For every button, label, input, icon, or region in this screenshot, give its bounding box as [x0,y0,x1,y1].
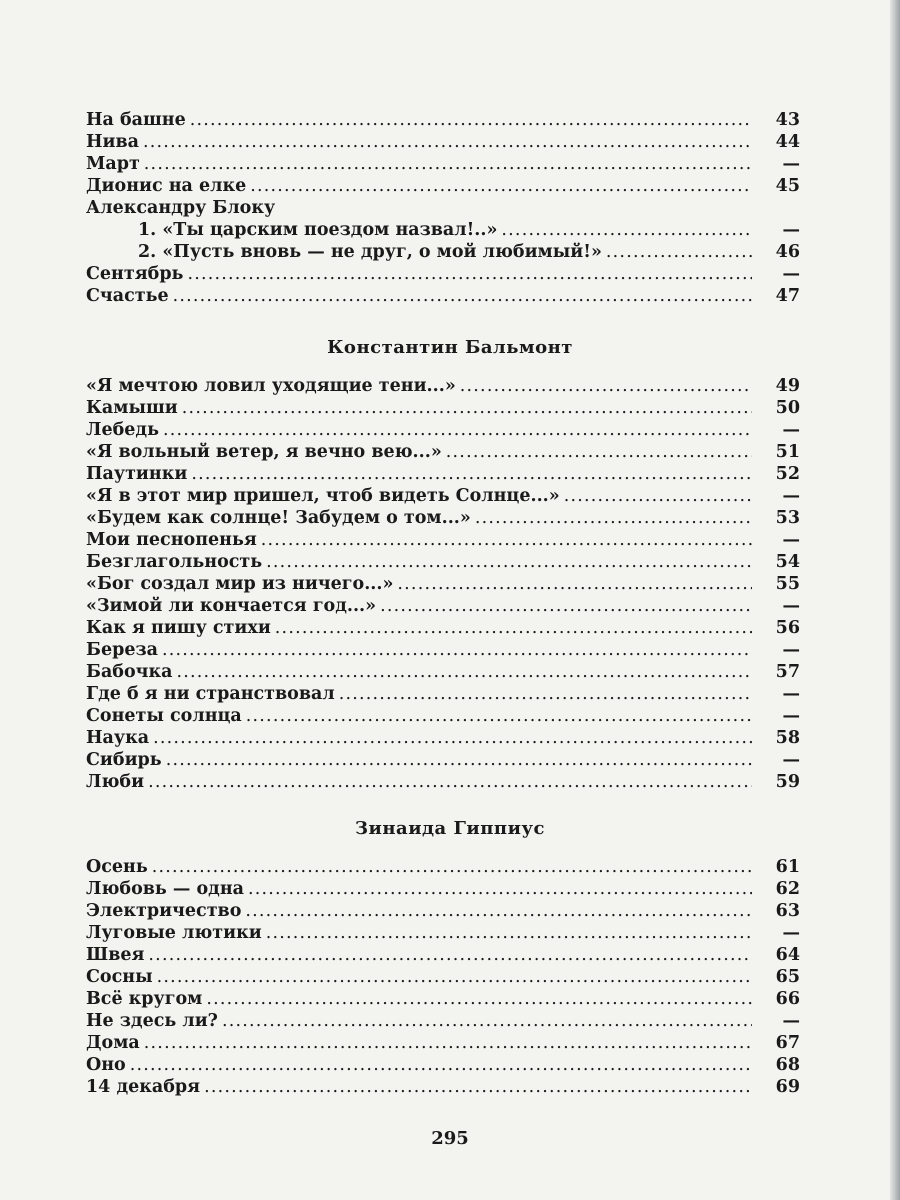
toc-entry [86,552,800,574]
toc-entry-title: 2. «Пусть вновь — не друг, о мой любимый!» [138,242,602,262]
toc-entry-page: — [782,486,800,506]
toc-entry-title: Не здесь ли? [86,1011,218,1031]
dot-leader [250,176,752,196]
toc-entry-page: 51 [775,442,800,462]
toc-entry-page: 52 [775,464,800,484]
toc-entry-page: 43 [775,110,800,130]
toc-entry [86,772,800,794]
toc-entry [86,923,800,945]
toc-entry-title: Счастье [86,286,169,306]
page-number: 295 [431,1128,469,1149]
toc-entry-title: Дионис на елке [86,176,247,196]
toc-entry-page: — [782,596,800,616]
dot-leader [397,574,752,594]
dot-leader [152,857,752,877]
toc-entry-title: Сонеты солнца [86,706,242,726]
toc-entry-page: — [782,706,800,726]
toc-entry-title: Как я пишу стихи [86,618,271,638]
toc-entry-page: 63 [775,901,800,921]
toc-entry [86,530,800,552]
toc-entry [86,420,800,442]
toc-section-continued [86,110,800,308]
toc-entry [86,574,800,596]
toc-entry [86,1055,800,1077]
dot-leader [275,618,752,638]
toc-entry-page: 56 [775,618,800,638]
toc-entry [86,132,800,154]
toc-entry-title: Безглагольность [86,552,263,572]
toc-entry-page: 66 [775,989,800,1009]
dot-leader [148,945,752,965]
toc-entry-title: Любовь — одна [86,879,244,899]
toc-entry-title: Март [86,154,140,174]
dot-leader [204,1077,752,1097]
toc-entry-title: Сосны [86,967,153,987]
toc-entry [86,176,800,198]
dot-leader [176,662,752,682]
toc-entry-page: 65 [775,967,800,987]
dot-leader [182,398,752,418]
toc-entry [86,198,800,220]
toc-entry-page: — [782,154,800,174]
dot-leader [130,1055,752,1075]
dot-leader [166,750,752,770]
dot-leader [162,640,752,660]
toc-entry-title: Сентябрь [86,264,184,284]
toc-entry-title: Бабочка [86,662,173,682]
dot-leader [187,264,752,284]
toc-entry [86,596,800,618]
toc-entry-page: — [782,530,800,550]
toc-section-gippius [86,857,800,1099]
toc-entry-title: Мои песнопенья [86,530,257,550]
dot-leader [222,1011,752,1031]
toc-entry-title: Люби [86,772,145,792]
toc-entry-title: «Я в этот мир пришел, чтоб видеть Солнце...» [86,486,560,506]
toc-entry-title: «Зимой ли кончается год...» [86,596,377,616]
dot-leader [246,706,752,726]
toc-entry-page: — [782,1011,800,1031]
dot-leader [144,154,752,174]
toc-entry-page: — [782,923,800,943]
dot-leader [475,508,752,528]
toc-entry-page: 50 [775,398,800,418]
toc-entry [86,640,800,662]
dot-leader [190,110,752,130]
toc-entry-page: 53 [775,508,800,528]
toc-entry-title: Лебедь [86,420,159,440]
dot-leader [460,376,752,396]
toc-entry [86,857,800,879]
dot-leader [143,132,752,152]
dot-leader [606,242,752,262]
toc-entry [86,706,800,728]
toc-entry-title: 14 декабря [86,1077,201,1097]
toc-entry-title: «Бог создал мир из ничего...» [86,574,394,594]
toc-entry-page: 64 [775,945,800,965]
dot-leader [501,220,752,240]
dot-leader [173,286,752,306]
toc-entry-page: — [782,220,800,240]
author-heading-balmont: Константин Бальмонт [327,337,573,358]
toc-entry-title: «Я мечтою ловил уходящие тени...» [86,376,456,396]
toc-entry-page: — [782,264,800,284]
dot-leader [206,989,752,1009]
toc-entry-page: — [782,420,800,440]
author-heading-gippius: Зинаида Гиппиус [355,818,545,839]
toc-entry-title: 1. «Ты царским поездом назвал!..» [138,220,498,240]
page-edge [890,0,900,1200]
toc-entry [86,464,800,486]
toc-entry [86,110,800,132]
toc-entry [86,879,800,901]
toc-entry-page: 69 [775,1077,800,1097]
toc-entry-title: Сибирь [86,750,162,770]
toc-entry-title: На башне [86,110,186,130]
toc-entry-page: 67 [775,1033,800,1053]
toc-entry-title: Береза [86,640,158,660]
toc-entry [86,750,800,772]
toc-entry [86,376,800,398]
toc-section-balmont [86,376,800,794]
toc-entry-title: Осень [86,857,148,877]
dot-leader [261,530,752,550]
toc-entry-title: Нива [86,132,140,152]
toc-entry [86,662,800,684]
toc-entry [86,618,800,640]
toc-entry-title: «Я вольный ветер, я вечно вею...» [86,442,442,462]
dot-leader [266,923,752,943]
toc-entry-page: 45 [775,176,800,196]
toc-entry-title: Швея [86,945,145,965]
toc-entry [86,728,800,750]
toc-entry [86,220,800,242]
toc-entry [86,486,800,508]
toc-entry [86,967,800,989]
toc-entry-title: Луговые лютики [86,923,262,943]
dot-leader [564,486,752,506]
toc-entry-title: Паутинки [86,464,188,484]
toc-entry-title: Наука [86,728,150,748]
dot-leader [153,728,752,748]
toc-entry-title: Оно [86,1055,126,1075]
toc-entry [86,242,800,264]
toc-entry-page: 68 [775,1055,800,1075]
dot-leader [144,1033,752,1053]
toc-entry-page: — [782,684,800,704]
toc-entry-page: — [782,750,800,770]
toc-entry-page: — [782,640,800,660]
toc-entry [86,901,800,923]
dot-leader [157,967,752,987]
dot-leader [248,879,752,899]
toc-entry-page: 62 [775,879,800,899]
toc-entry-page: 59 [775,772,800,792]
toc-entry-title: Дома [86,1033,140,1053]
toc-entry-page: 49 [775,376,800,396]
toc-entry [86,989,800,1011]
toc-entry [86,442,800,464]
toc-entry [86,684,800,706]
toc-entry-title: Электричество [86,901,242,921]
toc-entry-page: 57 [775,662,800,682]
toc-entry [86,286,800,308]
toc-entry-title: Камыши [86,398,178,418]
toc-entry-title: Александру Блоку [86,198,276,218]
toc-entry-page: 61 [775,857,800,877]
toc-entry [86,1011,800,1033]
toc-entry-title: Где б я ни странствовал [86,684,335,704]
toc-entry [86,1077,800,1099]
toc-entry [86,264,800,286]
dot-leader [380,596,752,616]
dot-leader [266,552,752,572]
toc-entry-title: «Будем как солнце! Забудем о том...» [86,508,471,528]
dot-leader [245,901,752,921]
toc-entry [86,945,800,967]
toc-entry-page: 44 [775,132,800,152]
toc-entry-page: 55 [775,574,800,594]
toc-entry [86,154,800,176]
toc-entry-page: 47 [775,286,800,306]
toc-entry-page: 54 [775,552,800,572]
dot-leader [446,442,752,462]
toc-entry [86,508,800,530]
toc-entry-page: 58 [775,728,800,748]
toc-entry [86,398,800,420]
toc-entry-title: Всё кругом [86,989,203,1009]
toc-entry [86,1033,800,1055]
dot-leader [148,772,752,792]
toc-entry-page: 46 [775,242,800,262]
dot-leader [191,464,752,484]
dot-leader [163,420,752,440]
dot-leader [339,684,752,704]
